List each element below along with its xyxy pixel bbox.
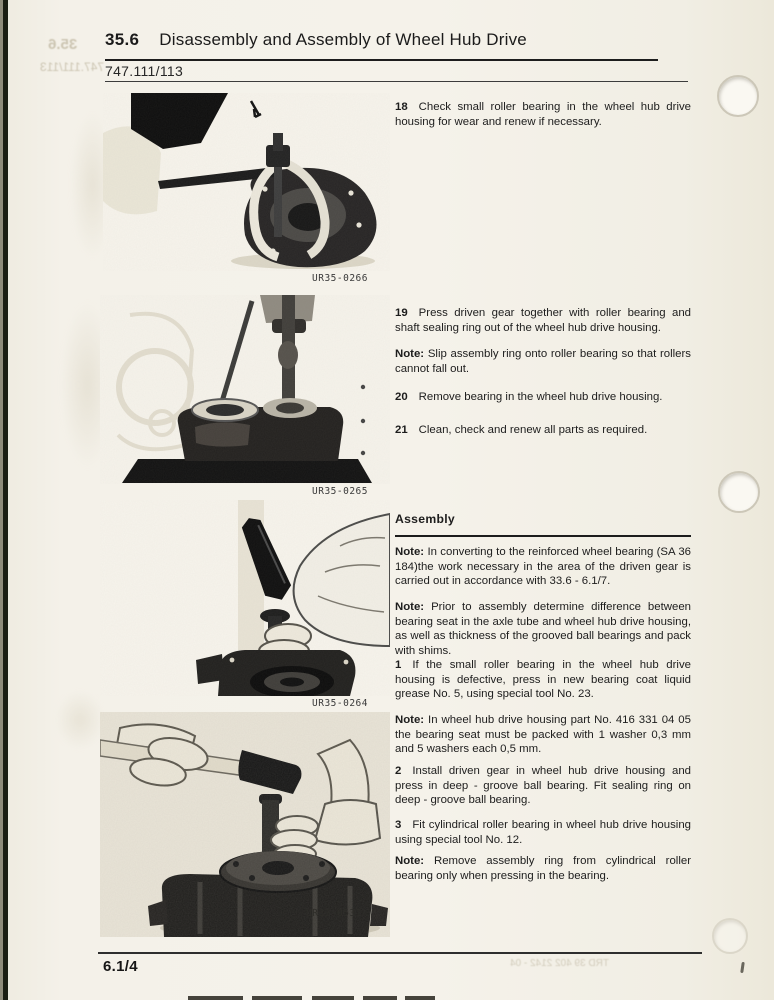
step-18 [395, 100, 691, 129]
section-number: 35.6 [105, 30, 140, 49]
step-text: Press driven gear together with roller bearing and shaft sealing ring out of the wheel hub drive housing. [395, 307, 691, 334]
note-label: Note: [395, 546, 425, 558]
step-number: 21 [395, 424, 408, 436]
photo-puller-extraction [103, 93, 390, 271]
codes-rule [105, 81, 688, 82]
cutoff-text-mark [405, 996, 435, 1000]
step-1 [395, 658, 691, 702]
scan-edge-strip [3, 0, 8, 1000]
step-number: 3 [395, 819, 402, 831]
note-remove-ring [395, 854, 691, 883]
photo-hammer-drift [100, 500, 390, 696]
note-text: Prior to assembly determine difference between bearing seat in the axle tube and wheel hub drive housing, as well as thickness of the grooved ball bearings and pack with shims. [395, 601, 691, 658]
step-number: 1 [395, 659, 402, 671]
step-text: If the small roller bearing in the wheel hub drive housing is defective, press in new bearing coat liquid grease No. 5, using special tool No. 23. [395, 659, 691, 701]
photo-hammer-housing [100, 712, 390, 937]
step-text: Fit cylindrical roller bearing in wheel hub drive housing using special tool No. 12. [395, 819, 691, 846]
note-bearing-seat [395, 600, 691, 659]
note-label: Note: [395, 855, 425, 867]
title-rule [105, 59, 658, 61]
note-label: Note: [395, 348, 425, 360]
figure-caption: UR35-0266 [312, 273, 368, 284]
figure-caption: UR35-0265 [312, 486, 368, 497]
ink-speck [740, 962, 745, 973]
note-text: Remove assembly ring from cylindrical roller bearing only when pressing in the bearing. [395, 855, 692, 882]
step-number: 20 [395, 391, 408, 403]
step-number: 19 [395, 307, 408, 319]
step-text: Remove bearing in the wheel hub drive housing. [418, 391, 663, 403]
section-heading: Assembly [395, 512, 691, 537]
step-text: Install driven gear in wheel hub drive housing and press in deep - groove ball bearing. Fit sealing ring on deep - groove ball bearing. [395, 765, 691, 807]
punch-hole [718, 471, 760, 513]
note-text: Slip assembly ring onto roller bearing so that rollers cannot fall out. [395, 348, 691, 375]
step-text: Check small roller bearing in the wheel hub drive housing for wear and renew if necessary. [395, 101, 691, 128]
step-20 [395, 390, 691, 405]
note-label: Note: [395, 714, 425, 726]
step-19 [395, 306, 691, 335]
note-text: In wheel hub drive housing part No. 416 331 04 05 the bearing seat must be packed with 1 washer 0,3 mm and 5 washers each 0,5 mm. [395, 714, 691, 756]
assembly-heading [395, 512, 691, 537]
bleedthrough-text: 747.111/113 [40, 60, 105, 74]
cutoff-text-mark [363, 996, 397, 1000]
cutoff-text-mark [188, 996, 243, 1000]
page-title: Disassembly and Assembly of Wheel Hub Drive [159, 30, 527, 49]
step-3 [395, 818, 691, 847]
figure-hammer-drift [100, 500, 390, 709]
page-header [105, 30, 690, 50]
cutoff-text-mark [252, 996, 302, 1000]
photo-press-driven-gear [100, 295, 390, 484]
type-codes: 747.111/113 [105, 63, 184, 79]
step-2 [395, 764, 691, 808]
note-assembly-ring [395, 347, 691, 376]
figure-caption: UR35-0264 [312, 698, 368, 709]
step-number: 2 [395, 765, 402, 777]
step-number: 18 [395, 101, 408, 113]
cutoff-text-mark [312, 996, 354, 1000]
punch-hole [717, 75, 759, 117]
footer-rule [98, 952, 702, 954]
note-reinforced-bearing [395, 545, 691, 589]
footer-page-number: 6.1/4 [103, 958, 138, 975]
step-text: Clean, check and renew all parts as required. [418, 424, 648, 436]
note-part-number [395, 713, 691, 757]
figure-hammer-housing [100, 712, 390, 937]
bleedthrough-image [55, 690, 105, 750]
figure-press-driven-gear [100, 295, 390, 497]
bleedthrough-text: 35.6 [48, 36, 78, 53]
figure-caption: UR33-0531 [306, 908, 362, 919]
bleedthrough-text: TRD 39 402 2142 - 04 [510, 958, 609, 969]
punch-hole [712, 918, 748, 954]
figure-puller-extraction [103, 93, 390, 284]
step-21 [395, 423, 691, 438]
note-label: Note: [395, 601, 425, 613]
note-text: In converting to the reinforced wheel bearing (SA 36 184)the work necessary in the area of the driven gear is carried out in accordance with 33.6 - 6.1/7. [395, 546, 691, 588]
